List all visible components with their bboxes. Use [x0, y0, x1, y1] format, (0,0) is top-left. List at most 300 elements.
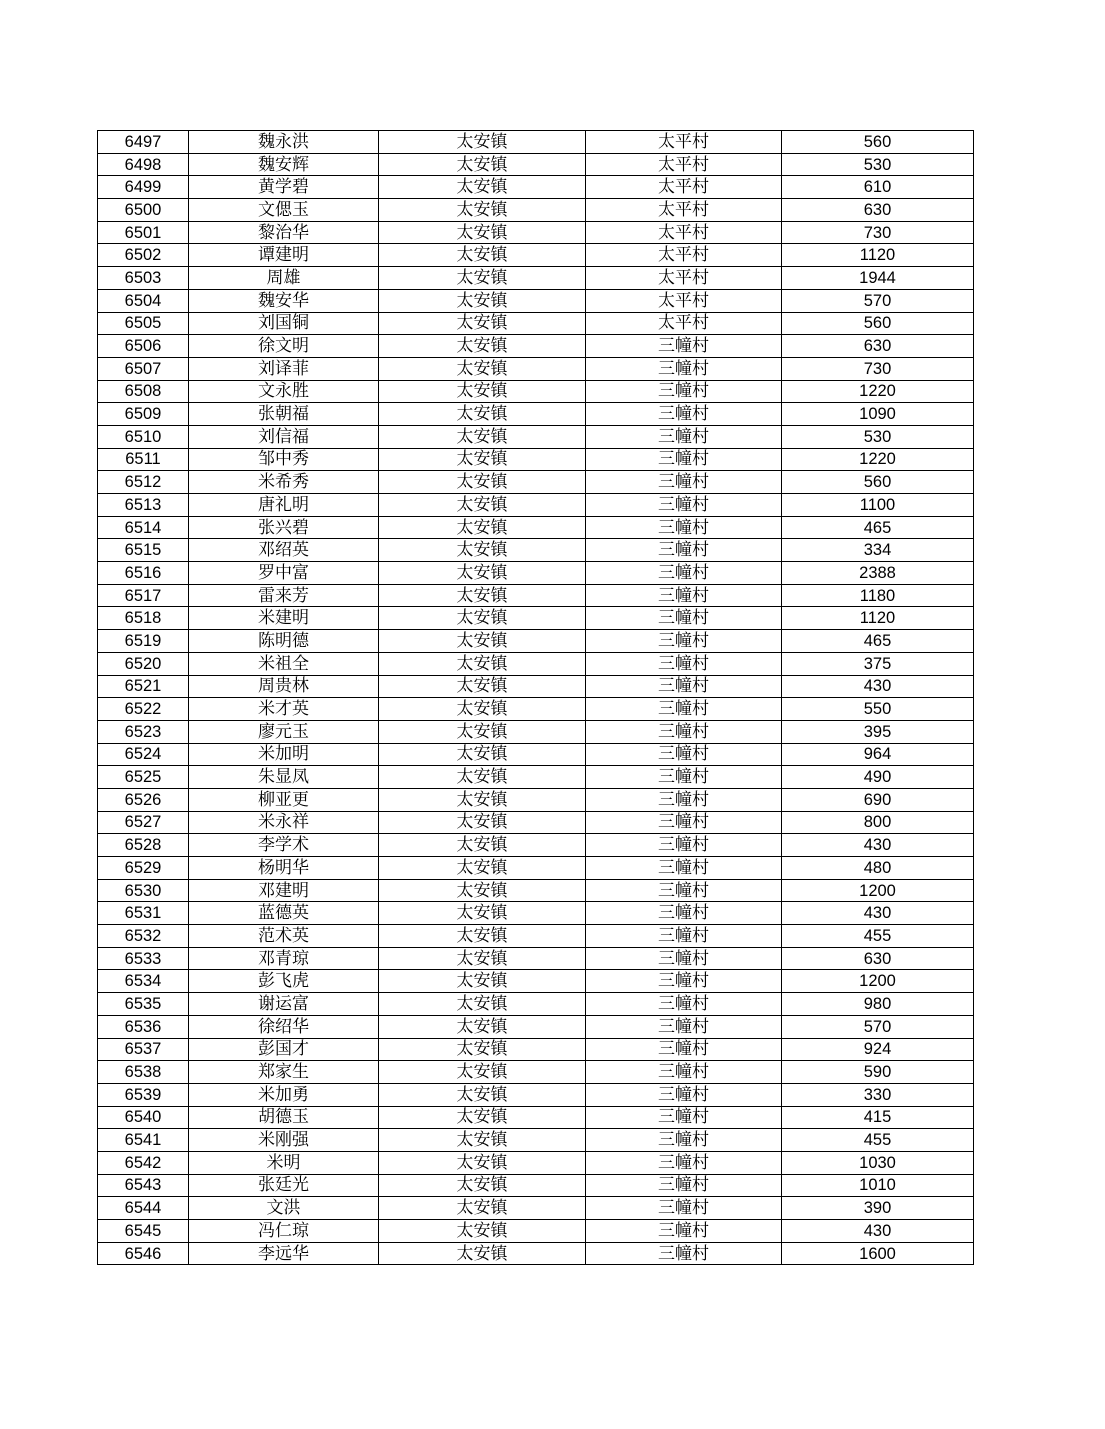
- cell-id: 6540: [98, 1106, 189, 1129]
- cell-name: 胡德玉: [189, 1106, 379, 1129]
- cell-id: 6527: [98, 811, 189, 834]
- cell-town: 太安镇: [379, 1151, 586, 1174]
- cell-village: 三幢村: [586, 1151, 782, 1174]
- cell-village: 三幢村: [586, 834, 782, 857]
- cell-town: 太安镇: [379, 947, 586, 970]
- table-row: [98, 494, 974, 517]
- table-row: [98, 1151, 974, 1174]
- cell-town: 太安镇: [379, 879, 586, 902]
- cell-town: 太安镇: [379, 1242, 586, 1265]
- cell-amount: 330: [782, 1083, 974, 1106]
- table-row: [98, 743, 974, 766]
- cell-town: 太安镇: [379, 1106, 586, 1129]
- cell-id: 6539: [98, 1083, 189, 1106]
- cell-name: 唐礼明: [189, 494, 379, 517]
- cell-name: 周贵林: [189, 675, 379, 698]
- cell-town: 太安镇: [379, 1220, 586, 1243]
- cell-name: 雷来芳: [189, 584, 379, 607]
- cell-village: 三幢村: [586, 584, 782, 607]
- cell-id: 6526: [98, 788, 189, 811]
- cell-town: 太安镇: [379, 244, 586, 267]
- cell-town: 太安镇: [379, 494, 586, 517]
- cell-village: 太平村: [586, 221, 782, 244]
- cell-village: 太平村: [586, 199, 782, 222]
- cell-town: 太安镇: [379, 675, 586, 698]
- cell-id: 6542: [98, 1151, 189, 1174]
- table-row: [98, 1174, 974, 1197]
- cell-id: 6517: [98, 584, 189, 607]
- cell-village: 三幢村: [586, 947, 782, 970]
- cell-id: 6508: [98, 380, 189, 403]
- cell-village: 三幢村: [586, 448, 782, 471]
- cell-village: 三幢村: [586, 471, 782, 494]
- cell-town: 太安镇: [379, 788, 586, 811]
- cell-id: 6507: [98, 357, 189, 380]
- cell-village: 三幢村: [586, 1220, 782, 1243]
- cell-amount: 480: [782, 857, 974, 880]
- cell-name: 米加明: [189, 743, 379, 766]
- cell-town: 太安镇: [379, 539, 586, 562]
- cell-name: 黄学碧: [189, 176, 379, 199]
- cell-amount: 560: [782, 131, 974, 154]
- table-row: [98, 516, 974, 539]
- cell-amount: 730: [782, 221, 974, 244]
- cell-amount: 550: [782, 698, 974, 721]
- cell-id: 6541: [98, 1129, 189, 1152]
- cell-amount: 630: [782, 199, 974, 222]
- cell-village: 三幢村: [586, 993, 782, 1016]
- cell-village: 三幢村: [586, 425, 782, 448]
- cell-town: 太安镇: [379, 607, 586, 630]
- cell-town: 太安镇: [379, 516, 586, 539]
- table-row: [98, 221, 974, 244]
- table-row: [98, 1083, 974, 1106]
- cell-id: 6497: [98, 131, 189, 154]
- cell-id: 6525: [98, 766, 189, 789]
- cell-village: 三幢村: [586, 652, 782, 675]
- cell-id: 6538: [98, 1061, 189, 1084]
- cell-name: 徐绍华: [189, 1015, 379, 1038]
- table-row: [98, 1220, 974, 1243]
- table-row: [98, 131, 974, 154]
- table-row: [98, 176, 974, 199]
- cell-town: 太安镇: [379, 970, 586, 993]
- cell-village: 三幢村: [586, 1174, 782, 1197]
- cell-village: 三幢村: [586, 335, 782, 358]
- table-row: [98, 357, 974, 380]
- cell-village: 三幢村: [586, 494, 782, 517]
- cell-town: 太安镇: [379, 766, 586, 789]
- cell-town: 太安镇: [379, 1083, 586, 1106]
- table-row: [98, 811, 974, 834]
- cell-amount: 964: [782, 743, 974, 766]
- cell-village: 三幢村: [586, 925, 782, 948]
- table-row: [98, 1106, 974, 1129]
- cell-id: 6518: [98, 607, 189, 630]
- cell-amount: 1220: [782, 380, 974, 403]
- cell-village: 三幢村: [586, 857, 782, 880]
- cell-village: 太平村: [586, 153, 782, 176]
- table-row: [98, 539, 974, 562]
- table-row: [98, 471, 974, 494]
- cell-village: 三幢村: [586, 1242, 782, 1265]
- cell-id: 6503: [98, 267, 189, 290]
- cell-id: 6512: [98, 471, 189, 494]
- cell-id: 6534: [98, 970, 189, 993]
- table-row: [98, 925, 974, 948]
- cell-village: 三幢村: [586, 743, 782, 766]
- cell-town: 太安镇: [379, 1197, 586, 1220]
- cell-village: 三幢村: [586, 1038, 782, 1061]
- cell-name: 朱显凤: [189, 766, 379, 789]
- cell-amount: 630: [782, 947, 974, 970]
- cell-name: 廖元玉: [189, 720, 379, 743]
- cell-id: 6523: [98, 720, 189, 743]
- cell-amount: 455: [782, 1129, 974, 1152]
- cell-amount: 630: [782, 335, 974, 358]
- cell-town: 太安镇: [379, 221, 586, 244]
- table-row: [98, 584, 974, 607]
- cell-amount: 590: [782, 1061, 974, 1084]
- cell-name: 米建明: [189, 607, 379, 630]
- table-body: [98, 131, 974, 1265]
- cell-id: 6521: [98, 675, 189, 698]
- cell-village: 三幢村: [586, 516, 782, 539]
- cell-name: 文偲玉: [189, 199, 379, 222]
- cell-name: 柳亚更: [189, 788, 379, 811]
- cell-id: 6506: [98, 335, 189, 358]
- cell-village: 三幢村: [586, 403, 782, 426]
- table-row: [98, 720, 974, 743]
- cell-id: 6537: [98, 1038, 189, 1061]
- cell-id: 6536: [98, 1015, 189, 1038]
- cell-amount: 455: [782, 925, 974, 948]
- cell-name: 邓绍英: [189, 539, 379, 562]
- cell-amount: 1030: [782, 1151, 974, 1174]
- cell-village: 三幢村: [586, 380, 782, 403]
- cell-id: 6500: [98, 199, 189, 222]
- table-row: [98, 267, 974, 290]
- cell-village: 三幢村: [586, 1083, 782, 1106]
- cell-village: 三幢村: [586, 1061, 782, 1084]
- cell-town: 太安镇: [379, 357, 586, 380]
- table-row: [98, 698, 974, 721]
- cell-name: 刘译菲: [189, 357, 379, 380]
- cell-village: 三幢村: [586, 607, 782, 630]
- cell-id: 6498: [98, 153, 189, 176]
- cell-name: 周雄: [189, 267, 379, 290]
- cell-id: 6520: [98, 652, 189, 675]
- cell-town: 太安镇: [379, 1038, 586, 1061]
- cell-amount: 1090: [782, 403, 974, 426]
- cell-town: 太安镇: [379, 448, 586, 471]
- cell-id: 6530: [98, 879, 189, 902]
- cell-name: 黎治华: [189, 221, 379, 244]
- cell-amount: 375: [782, 652, 974, 675]
- table-row: [98, 289, 974, 312]
- cell-name: 谭建明: [189, 244, 379, 267]
- table-row: [98, 766, 974, 789]
- cell-id: 6505: [98, 312, 189, 335]
- cell-id: 6509: [98, 403, 189, 426]
- cell-amount: 490: [782, 766, 974, 789]
- cell-town: 太安镇: [379, 335, 586, 358]
- cell-village: 三幢村: [586, 1015, 782, 1038]
- cell-village: 三幢村: [586, 766, 782, 789]
- cell-amount: 415: [782, 1106, 974, 1129]
- cell-id: 6524: [98, 743, 189, 766]
- table-row: [98, 607, 974, 630]
- cell-village: 三幢村: [586, 562, 782, 585]
- table-row: [98, 993, 974, 1016]
- cell-town: 太安镇: [379, 902, 586, 925]
- cell-name: 刘国铜: [189, 312, 379, 335]
- table-row: [98, 425, 974, 448]
- cell-amount: 430: [782, 902, 974, 925]
- cell-id: 6535: [98, 993, 189, 1016]
- cell-name: 魏永洪: [189, 131, 379, 154]
- cell-village: 三幢村: [586, 1106, 782, 1129]
- cell-town: 太安镇: [379, 720, 586, 743]
- cell-id: 6513: [98, 494, 189, 517]
- cell-village: 太平村: [586, 289, 782, 312]
- table-row: [98, 380, 974, 403]
- cell-name: 冯仁琼: [189, 1220, 379, 1243]
- cell-town: 太安镇: [379, 312, 586, 335]
- table-row: [98, 834, 974, 857]
- cell-village: 三幢村: [586, 788, 782, 811]
- cell-amount: 390: [782, 1197, 974, 1220]
- cell-id: 6533: [98, 947, 189, 970]
- cell-name: 彭飞虎: [189, 970, 379, 993]
- cell-amount: 560: [782, 312, 974, 335]
- table-row: [98, 947, 974, 970]
- cell-amount: 430: [782, 834, 974, 857]
- cell-town: 太安镇: [379, 267, 586, 290]
- cell-amount: 924: [782, 1038, 974, 1061]
- table-row: [98, 1038, 974, 1061]
- cell-name: 范术英: [189, 925, 379, 948]
- cell-amount: 530: [782, 425, 974, 448]
- cell-name: 杨明华: [189, 857, 379, 880]
- table-row: [98, 902, 974, 925]
- cell-id: 6528: [98, 834, 189, 857]
- cell-name: 谢运富: [189, 993, 379, 1016]
- table-row: [98, 879, 974, 902]
- cell-name: 米祖全: [189, 652, 379, 675]
- cell-village: 三幢村: [586, 357, 782, 380]
- cell-amount: 1120: [782, 607, 974, 630]
- cell-name: 蓝德英: [189, 902, 379, 925]
- table-row: [98, 857, 974, 880]
- cell-id: 6545: [98, 1220, 189, 1243]
- cell-name: 邓青琼: [189, 947, 379, 970]
- cell-amount: 800: [782, 811, 974, 834]
- cell-id: 6502: [98, 244, 189, 267]
- cell-amount: 334: [782, 539, 974, 562]
- table-row: [98, 1129, 974, 1152]
- cell-town: 太安镇: [379, 857, 586, 880]
- table-row: [98, 244, 974, 267]
- cell-amount: 610: [782, 176, 974, 199]
- cell-amount: 980: [782, 993, 974, 1016]
- cell-id: 6544: [98, 1197, 189, 1220]
- cell-name: 魏安华: [189, 289, 379, 312]
- cell-village: 三幢村: [586, 539, 782, 562]
- cell-village: 太平村: [586, 312, 782, 335]
- cell-id: 6511: [98, 448, 189, 471]
- cell-name: 张兴碧: [189, 516, 379, 539]
- cell-town: 太安镇: [379, 425, 586, 448]
- cell-amount: 2388: [782, 562, 974, 585]
- cell-town: 太安镇: [379, 993, 586, 1016]
- cell-town: 太安镇: [379, 630, 586, 653]
- cell-name: 徐文明: [189, 335, 379, 358]
- cell-name: 张朝福: [189, 403, 379, 426]
- cell-name: 邓建明: [189, 879, 379, 902]
- cell-town: 太安镇: [379, 811, 586, 834]
- cell-amount: 430: [782, 675, 974, 698]
- table-row: [98, 448, 974, 471]
- cell-name: 郑家生: [189, 1061, 379, 1084]
- cell-village: 三幢村: [586, 698, 782, 721]
- cell-amount: 465: [782, 516, 974, 539]
- cell-amount: 570: [782, 1015, 974, 1038]
- table-row: [98, 970, 974, 993]
- cell-name: 罗中富: [189, 562, 379, 585]
- cell-town: 太安镇: [379, 743, 586, 766]
- cell-id: 6514: [98, 516, 189, 539]
- cell-village: 太平村: [586, 131, 782, 154]
- cell-id: 6510: [98, 425, 189, 448]
- cell-town: 太安镇: [379, 562, 586, 585]
- cell-name: 魏安辉: [189, 153, 379, 176]
- cell-amount: 465: [782, 630, 974, 653]
- table-row: [98, 312, 974, 335]
- cell-id: 6522: [98, 698, 189, 721]
- cell-id: 6546: [98, 1242, 189, 1265]
- cell-village: 三幢村: [586, 630, 782, 653]
- cell-village: 三幢村: [586, 720, 782, 743]
- cell-name: 米刚强: [189, 1129, 379, 1152]
- cell-amount: 690: [782, 788, 974, 811]
- cell-village: 三幢村: [586, 675, 782, 698]
- cell-town: 太安镇: [379, 380, 586, 403]
- cell-town: 太安镇: [379, 652, 586, 675]
- cell-village: 太平村: [586, 244, 782, 267]
- table-row: [98, 335, 974, 358]
- cell-village: 三幢村: [586, 970, 782, 993]
- cell-id: 6501: [98, 221, 189, 244]
- cell-town: 太安镇: [379, 1129, 586, 1152]
- cell-name: 张廷光: [189, 1174, 379, 1197]
- cell-village: 太平村: [586, 267, 782, 290]
- table-row: [98, 1242, 974, 1265]
- cell-id: 6543: [98, 1174, 189, 1197]
- table-row: [98, 199, 974, 222]
- cell-amount: 1200: [782, 970, 974, 993]
- cell-amount: 1600: [782, 1242, 974, 1265]
- cell-village: 太平村: [586, 176, 782, 199]
- cell-town: 太安镇: [379, 471, 586, 494]
- cell-town: 太安镇: [379, 698, 586, 721]
- cell-town: 太安镇: [379, 289, 586, 312]
- cell-id: 6529: [98, 857, 189, 880]
- cell-name: 彭国才: [189, 1038, 379, 1061]
- cell-name: 陈明德: [189, 630, 379, 653]
- cell-village: 三幢村: [586, 1197, 782, 1220]
- cell-amount: 730: [782, 357, 974, 380]
- cell-id: 6519: [98, 630, 189, 653]
- cell-name: 刘信福: [189, 425, 379, 448]
- cell-amount: 430: [782, 1220, 974, 1243]
- cell-id: 6504: [98, 289, 189, 312]
- cell-town: 太安镇: [379, 1174, 586, 1197]
- cell-name: 李远华: [189, 1242, 379, 1265]
- cell-name: 米加勇: [189, 1083, 379, 1106]
- table-row: [98, 1197, 974, 1220]
- cell-amount: 1010: [782, 1174, 974, 1197]
- cell-amount: 570: [782, 289, 974, 312]
- cell-name: 邹中秀: [189, 448, 379, 471]
- cell-village: 三幢村: [586, 811, 782, 834]
- cell-amount: 1120: [782, 244, 974, 267]
- cell-amount: 1200: [782, 879, 974, 902]
- cell-name: 米明: [189, 1151, 379, 1174]
- cell-id: 6531: [98, 902, 189, 925]
- cell-amount: 1100: [782, 494, 974, 517]
- cell-town: 太安镇: [379, 1061, 586, 1084]
- cell-village: 三幢村: [586, 879, 782, 902]
- cell-town: 太安镇: [379, 925, 586, 948]
- cell-town: 太安镇: [379, 131, 586, 154]
- data-table: [97, 130, 974, 1265]
- cell-town: 太安镇: [379, 834, 586, 857]
- table-row: [98, 652, 974, 675]
- table-row: [98, 403, 974, 426]
- cell-amount: 1180: [782, 584, 974, 607]
- table-row: [98, 630, 974, 653]
- cell-name: 米永祥: [189, 811, 379, 834]
- cell-id: 6515: [98, 539, 189, 562]
- cell-amount: 395: [782, 720, 974, 743]
- cell-name: 李学术: [189, 834, 379, 857]
- cell-amount: 530: [782, 153, 974, 176]
- cell-town: 太安镇: [379, 199, 586, 222]
- table-row: [98, 788, 974, 811]
- table-row: [98, 562, 974, 585]
- cell-name: 文永胜: [189, 380, 379, 403]
- cell-town: 太安镇: [379, 584, 586, 607]
- cell-amount: 1944: [782, 267, 974, 290]
- cell-village: 三幢村: [586, 902, 782, 925]
- cell-town: 太安镇: [379, 176, 586, 199]
- cell-town: 太安镇: [379, 403, 586, 426]
- cell-amount: 560: [782, 471, 974, 494]
- cell-amount: 1220: [782, 448, 974, 471]
- cell-name: 文洪: [189, 1197, 379, 1220]
- cell-village: 三幢村: [586, 1129, 782, 1152]
- table-row: [98, 153, 974, 176]
- table-row: [98, 1015, 974, 1038]
- cell-id: 6532: [98, 925, 189, 948]
- cell-town: 太安镇: [379, 1015, 586, 1038]
- table-row: [98, 1061, 974, 1084]
- cell-name: 米才英: [189, 698, 379, 721]
- table-row: [98, 675, 974, 698]
- cell-id: 6499: [98, 176, 189, 199]
- cell-id: 6516: [98, 562, 189, 585]
